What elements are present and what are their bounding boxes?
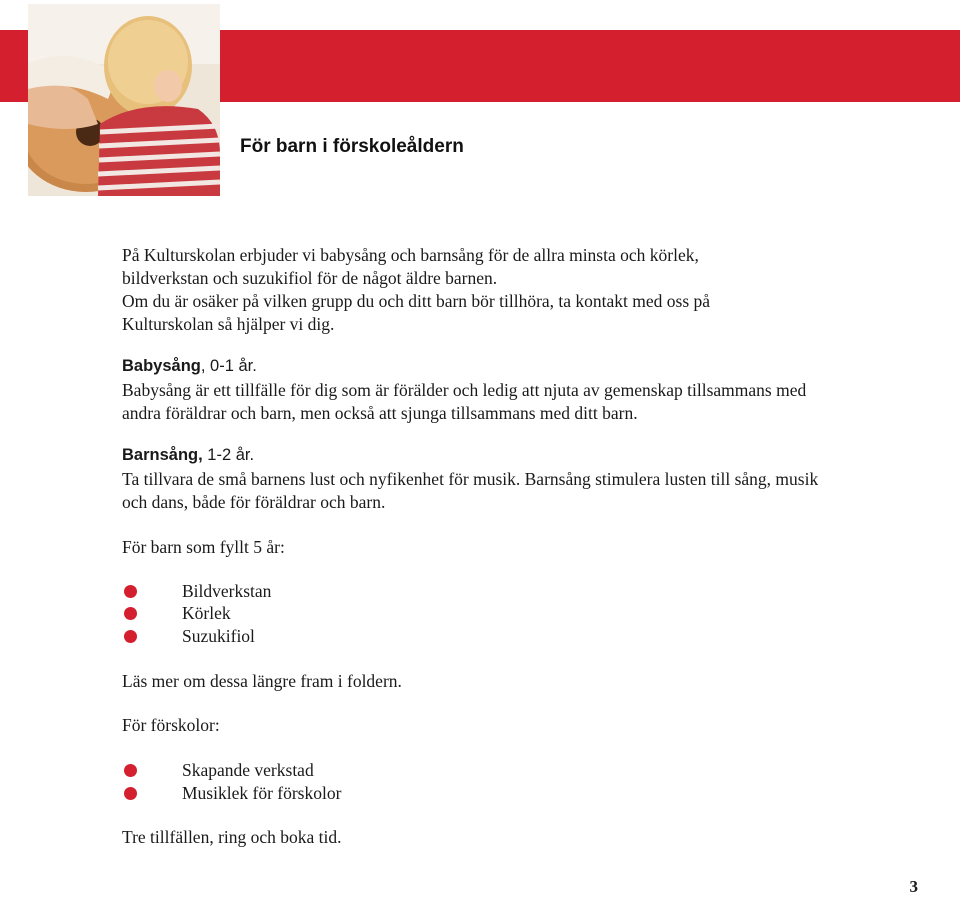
intro-line-1: På Kulturskolan erbjuder vi babysång och barnsång för de allra minsta och körlek, — [122, 245, 699, 265]
bullet-icon — [124, 585, 137, 598]
read-more-text: Läs mer om dessa längre fram i foldern. — [122, 671, 402, 691]
booking-text: Tre tillfällen, ring och boka tid. — [122, 827, 342, 847]
intro-line-3: Om du är osäker på vilken grupp du och ditt barn bör tillhöra, ta kontakt med oss på — [122, 291, 711, 311]
page-number: 3 — [909, 877, 918, 896]
barnsang-age: 1-2 år. — [202, 446, 255, 464]
barnsang-heading — [122, 446, 254, 465]
list-item-label: Musiklek för förskolor — [182, 783, 342, 803]
bullet-icon — [124, 607, 137, 620]
list-item-label: Bildverkstan — [182, 581, 272, 601]
photo-child-guitar — [28, 4, 220, 196]
intro-line-4: Kulturskolan så hjälper vi dig. — [122, 314, 335, 334]
bullet-icon — [124, 630, 137, 643]
bullet-icon — [124, 787, 137, 800]
barnsang-line-1: Ta tillvara de små barnens lust och nyfikenhet för musik. Barnsång stimulera lusten till sång, musik — [122, 469, 819, 489]
intro-line-2: bildverkstan och suzukifiol för de något äldre barnen. — [122, 268, 498, 288]
list-item-label: Suzukifiol — [182, 626, 255, 646]
preschools-label: För förskolor: — [122, 715, 220, 735]
babysang-age: , 0-1 år. — [200, 357, 257, 375]
babysang-heading — [122, 357, 257, 376]
barnsang-name: Barnsång, — [122, 446, 203, 464]
babysang-line-1: Babysång är ett tillfälle för dig som är förälder och ledig att njuta av gemenskap tillsammans med — [122, 380, 807, 400]
list-item-label: Skapande verkstad — [182, 760, 314, 780]
babysang-line-2: andra föräldrar och barn, men också att sjunga tillsammans med ditt barn. — [122, 403, 638, 423]
list-item — [124, 625, 255, 647]
list-item — [124, 782, 342, 804]
bullet-icon — [124, 764, 137, 777]
list-item — [124, 602, 231, 624]
five-years-label: För barn som fyllt 5 år: — [122, 537, 285, 557]
babysang-name: Babysång — [122, 357, 201, 375]
list-item — [124, 580, 272, 602]
barnsang-line-2: och dans, både för föräldrar och barn. — [122, 492, 386, 512]
list-item — [124, 759, 314, 781]
page-title: För barn i förskoleåldern — [240, 136, 464, 157]
list-item-label: Körlek — [182, 603, 231, 623]
